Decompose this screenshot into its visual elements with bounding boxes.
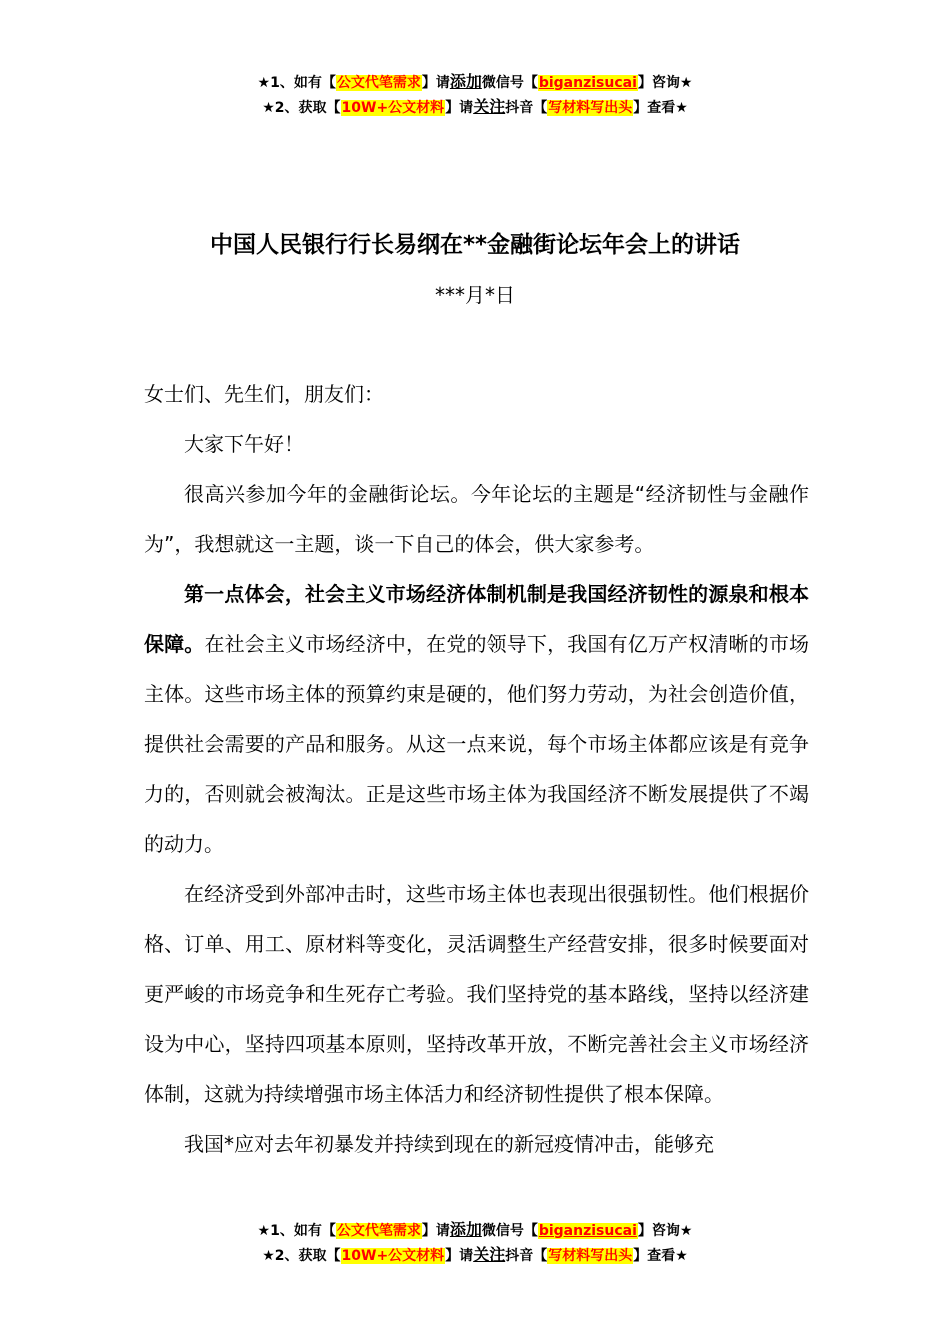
- document-title: 中国人民银行行长易纲在**金融街论坛年会上的讲话: [209, 232, 741, 258]
- banner-line1-prefix: ★1、如有【: [257, 75, 336, 91]
- banner-line1-mid-2: 微信号【: [481, 75, 538, 91]
- footer-line1-suffix: 】咨询★: [637, 1223, 693, 1239]
- paragraph-intro: 很高兴参加今年的金融街论坛。今年论坛的主题是“经济韧性与金融作为”，我想就这一主题，谈一下自己的体会，供大家参考。: [144, 482, 809, 556]
- banner-line1-underlined: 添加: [449, 72, 482, 91]
- document-body: [144, 369, 809, 1169]
- footer-banner: [0, 1217, 950, 1267]
- footer-line2-underlined: 关注: [473, 1245, 506, 1264]
- banner-line1-mid-1: 】请: [421, 75, 450, 91]
- footer-line1-prefix: ★1、如有【: [257, 1223, 336, 1239]
- document-date: ***月*日: [435, 283, 515, 307]
- salutation: 女士们、先生们，朋友们：: [144, 382, 384, 406]
- footer-line2-highlight-1: 10W+公文材料: [341, 1248, 445, 1264]
- footer-line2-highlight-2: 写材料写出头: [548, 1248, 633, 1264]
- banner-line1-suffix: 】咨询★: [637, 75, 693, 91]
- banner-line2-underlined: 关注: [473, 97, 506, 116]
- header-banner: [0, 69, 950, 119]
- footer-line1-underlined: 添加: [449, 1220, 482, 1239]
- footer-line2-mid-1: 】请: [445, 1248, 474, 1264]
- footer-line2-prefix: ★2、获取【: [262, 1248, 341, 1264]
- point-1-heading: 第一点体会，社会主义市场经济体制机制是我国经济韧性的源泉和根本保障。: [144, 582, 809, 656]
- paragraph-covid: 我国*应对去年初暴发并持续到现在的新冠疫情冲击，能够充: [184, 1132, 714, 1156]
- banner-line1-highlight-1: 公文代笔需求: [336, 75, 421, 91]
- footer-line1-mid-1: 】请: [421, 1223, 450, 1239]
- banner-line2-suffix: 】查看★: [633, 100, 688, 116]
- banner-line2-prefix: ★2、获取【: [262, 100, 341, 116]
- banner-line2-highlight-2: 写材料写出头: [548, 100, 633, 116]
- greeting: 大家下午好！: [184, 432, 304, 456]
- footer-line2-mid-2: 抖音【: [505, 1248, 548, 1264]
- footer-banner-line-1: [0, 1217, 950, 1242]
- paragraph-resilience: 在经济受到外部冲击时，这些市场主体也表现出很强韧性。他们根据价格、订单、用工、原材料等变化，灵活调整生产经营安排，很多时候要面对更严峻的市场竞争和生死存亡考验。我们坚持党的基本路线，坚持以经济建设为中心，坚持四项基本原则，坚持改革开放，不断完善社会主义市场经济体制，这就为持续增强市场主体活力和经济韧性提供了根本保障。: [144, 882, 809, 1106]
- footer-line1-highlight-2: biganzisucai: [538, 1223, 637, 1239]
- paragraph-point-1: [144, 569, 809, 869]
- footer-line1-highlight-1: 公文代笔需求: [336, 1223, 421, 1239]
- footer-banner-line-2: [0, 1242, 950, 1267]
- footer-line1-mid-2: 微信号【: [481, 1223, 538, 1239]
- banner-line-2: [0, 94, 950, 119]
- banner-line2-mid-1: 】请: [445, 100, 474, 116]
- banner-line2-highlight-1: 10W+公文材料: [341, 100, 445, 116]
- banner-line2-mid-2: 抖音【: [505, 100, 548, 116]
- point-1-body: 在社会主义市场经济中，在党的领导下，我国有亿万产权清晰的市场主体。这些市场主体的预算约束是硬的，他们努力劳动，为社会创造价值，提供社会需要的产品和服务。从这一点来说，每个市场主体都应该是有竞争力的，否则就会被淘汰。正是这些市场主体为我国经济不断发展提供了不竭的动力。: [144, 632, 809, 856]
- banner-line-1: [0, 69, 950, 94]
- footer-line2-suffix: 】查看★: [633, 1248, 688, 1264]
- banner-line1-highlight-2: biganzisucai: [538, 75, 637, 91]
